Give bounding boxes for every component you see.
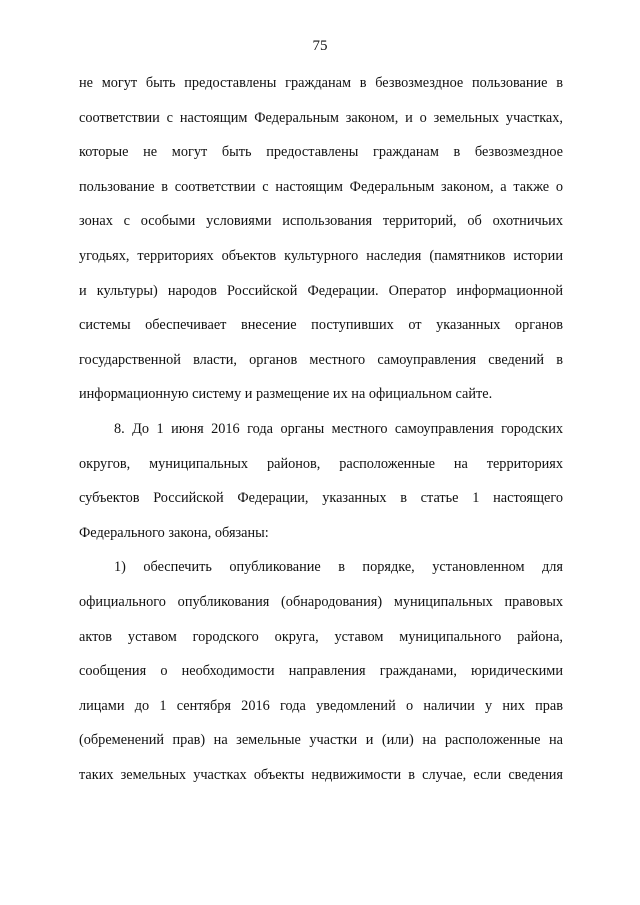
paragraph-item-8 [79,418,563,556]
text-line: государственной власти, органов местного самоуправления сведений в [79,351,563,368]
text-line: зонах с особыми условиями использования территорий, об охотничьих [79,213,563,230]
text-line: сообщения о необходимости направления гражданами, юридическими [79,663,563,680]
text-line: системы обеспечивает внесение поступивших от указанных органов [79,317,563,334]
text-line: субъектов Российской Федерации, указанных в статье 1 настоящего [79,490,563,507]
text-line: таких земельных участках объекты недвижимости в случае, если сведения [79,766,563,783]
text-line: Федерального закона, обязаны: [79,524,269,541]
text-line: (обременений прав) на земельные участки и (или) на расположенные на [79,732,563,749]
text-line: и культуры) народов Российской Федерации. Оператор информационной [79,282,563,299]
text-line: которые не могут быть предоставлены гражданам в безвозмездное [79,144,563,161]
paragraph-continuation [79,72,563,418]
text-line: актов уставом городского округа, уставом муниципального района, [79,628,563,645]
text-line: 1) обеспечить опубликование в порядке, установленном для [114,559,563,576]
text-line: 8. До 1 июня 2016 года органы местного самоуправления городских [114,420,563,437]
page-number: 75 [312,38,328,54]
paragraph-subitem-1 [79,556,563,798]
text-line: пользование в соответствии с настоящим Федеральным законом, а также о [79,178,563,195]
document-body [79,72,563,798]
text-line: соответствии с настоящим Федеральным законом, и о земельных участках, [79,109,563,126]
text-line: лицами до 1 сентября 2016 года уведомлений о наличии у них прав [79,697,563,714]
text-line: угодьях, территориях объектов культурного наследия (памятников истории [79,247,563,264]
text-line: информационную систему и размещение их на официальном сайте. [79,386,493,403]
text-line: официального опубликования (обнародования) муниципальных правовых [79,593,563,610]
text-line: округов, муниципальных районов, расположенные на территориях [79,455,563,472]
text-line: не могут быть предоставлены гражданам в безвозмездное пользование в [79,75,563,91]
